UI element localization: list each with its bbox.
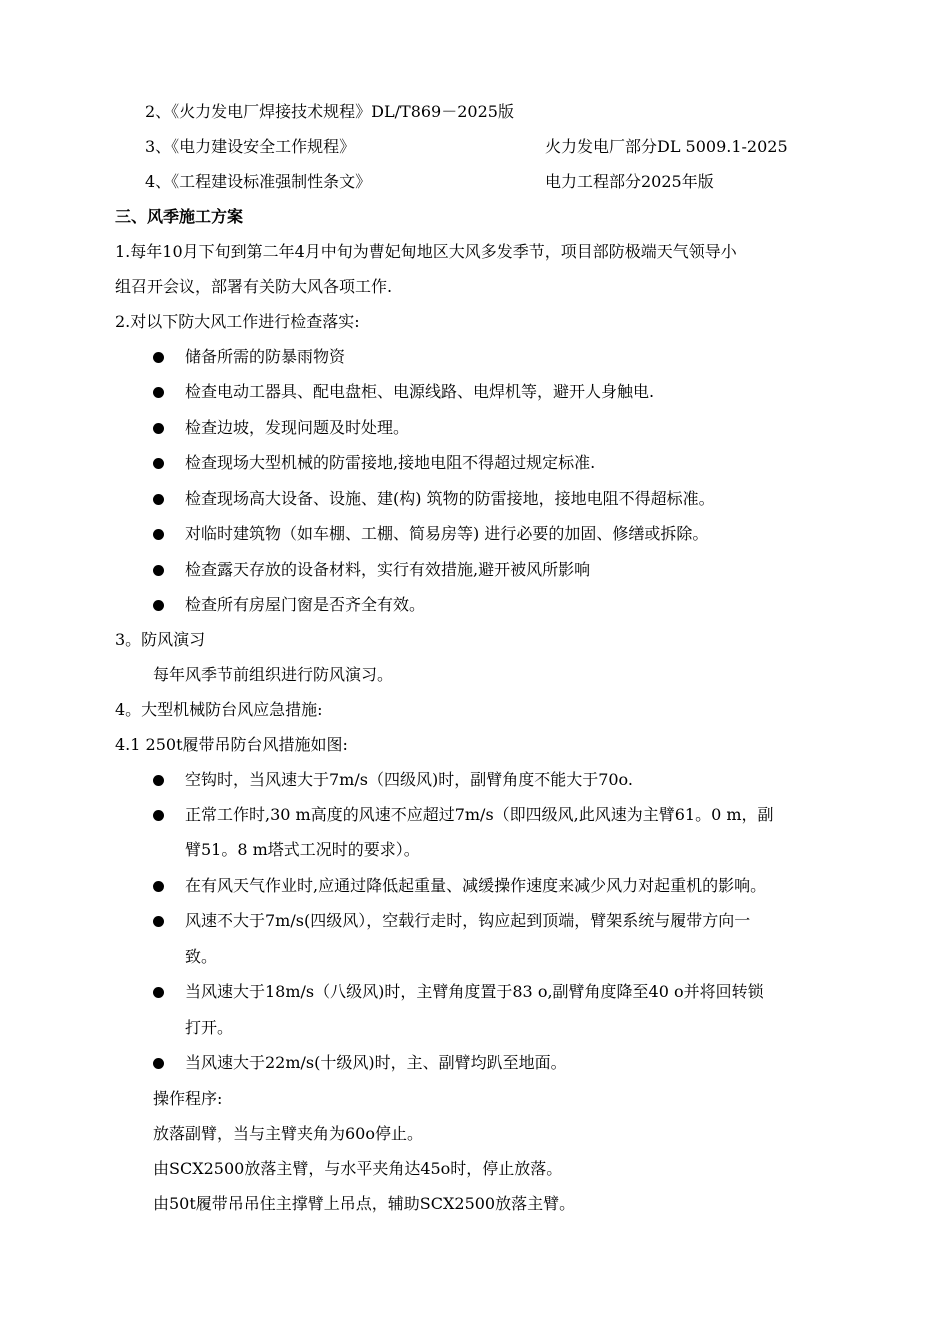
bullet-icon [153, 916, 164, 927]
list-item-continuation: 臂51。8 m塔式工况时的要求）。 [185, 840, 420, 859]
list-item: 在有风天气作业时,应通过降低起重量、减缓操作速度来减少风力对起重机的影响。 [185, 876, 767, 895]
subsection-title: 4。大型机械防台风应急措施: [115, 700, 323, 719]
bullet-icon [153, 423, 164, 434]
list-item: 检查现场高大设备、设施、建(构) 筑物的防雷接地，接地电阻不得超标准。 [185, 489, 715, 508]
paragraph-line: 2.对以下防大风工作进行检查落实: [115, 312, 360, 331]
list-item: 检查现场大型机械的防雷接地,接地电阻不得超过规定标准. [185, 453, 596, 472]
list-item: 风速不大于7m/s(四级风），空载行走时，钩应起到顶端，臂架系统与履带方向一 [185, 911, 751, 930]
reference-item: 4、《工程建设标准强制性条文》 [145, 172, 372, 191]
list-item: 当风速大于18m/s（八级风)时，主臂角度置于83 o,副臂角度降至40 o并将回转锁 [185, 982, 764, 1001]
list-item: 储备所需的防暴雨物资 [185, 347, 346, 366]
bullet-icon [153, 881, 164, 892]
bullet-icon [153, 352, 164, 363]
procedure-title: 操作程序: [153, 1089, 223, 1108]
list-item: 正常工作时,30 m高度的风速不应超过7m/s（即四级风,此风速为主臂61。0 m，副 [185, 805, 774, 824]
procedure-step: 放落副臂，当与主臂夹角为60o停止。 [153, 1124, 423, 1143]
subsection-title: 4.1 250t履带吊防台风措施如图: [115, 735, 348, 754]
reference-item: 2、《火力发电厂焊接技术规程》DL/T869－2025版 [145, 102, 514, 121]
paragraph-line: 每年风季节前组织进行防风演习。 [153, 665, 394, 684]
list-item-continuation: 致。 [185, 947, 218, 966]
procedure-step: 由SCX2500放落主臂，与水平夹角达45o时，停止放落。 [153, 1159, 563, 1178]
list-item: 检查所有房屋门窗是否齐全有效。 [185, 595, 426, 614]
bullet-icon [153, 529, 164, 540]
reference-item-detail: 火力发电厂部分DL 5009.1-2025 [545, 137, 788, 156]
bullet-icon [153, 810, 164, 821]
bullet-icon [153, 1058, 164, 1069]
reference-item-detail: 电力工程部分2025年版 [545, 172, 714, 191]
list-item: 检查露天存放的设备材料，实行有效措施,避开被风所影响 [185, 560, 591, 579]
bullet-icon [153, 775, 164, 786]
subsection-title: 3。防风演习 [115, 630, 206, 649]
list-item: 空钩时，当风速大于7m/s（四级风)时，副臂角度不能大于70o. [185, 770, 633, 789]
reference-item: 3、《电力建设安全工作规程》 [145, 137, 356, 156]
section-title: 三、风季施工方案 [115, 207, 244, 226]
list-item: 当风速大于22m/s(十级风)时，主、副臂均趴至地面。 [185, 1053, 567, 1072]
list-item-continuation: 打开。 [185, 1018, 234, 1037]
list-item: 对临时建筑物（如车棚、工棚、简易房等) 进行必要的加固、修缮或拆除。 [185, 524, 709, 543]
bullet-icon [153, 600, 164, 611]
bullet-icon [153, 458, 164, 469]
bullet-icon [153, 565, 164, 576]
list-item: 检查边坡，发现问题及时处理。 [185, 418, 410, 437]
bullet-icon [153, 987, 164, 998]
list-item: 检查电动工器具、配电盘柜、电源线路、电焊机等，避开人身触电. [185, 382, 655, 401]
paragraph-line: 1.每年10月下旬到第二年4月中旬为曹妃甸地区大风多发季节，项目部防极端天气领导小 [115, 242, 737, 261]
bullet-icon [153, 387, 164, 398]
paragraph-line: 组召开会议，部署有关防大风各项工作. [115, 277, 393, 296]
bullet-icon [153, 494, 164, 505]
procedure-step: 由50t履带吊吊住主撑臂上吊点，辅助SCX2500放落主臂。 [153, 1194, 576, 1213]
